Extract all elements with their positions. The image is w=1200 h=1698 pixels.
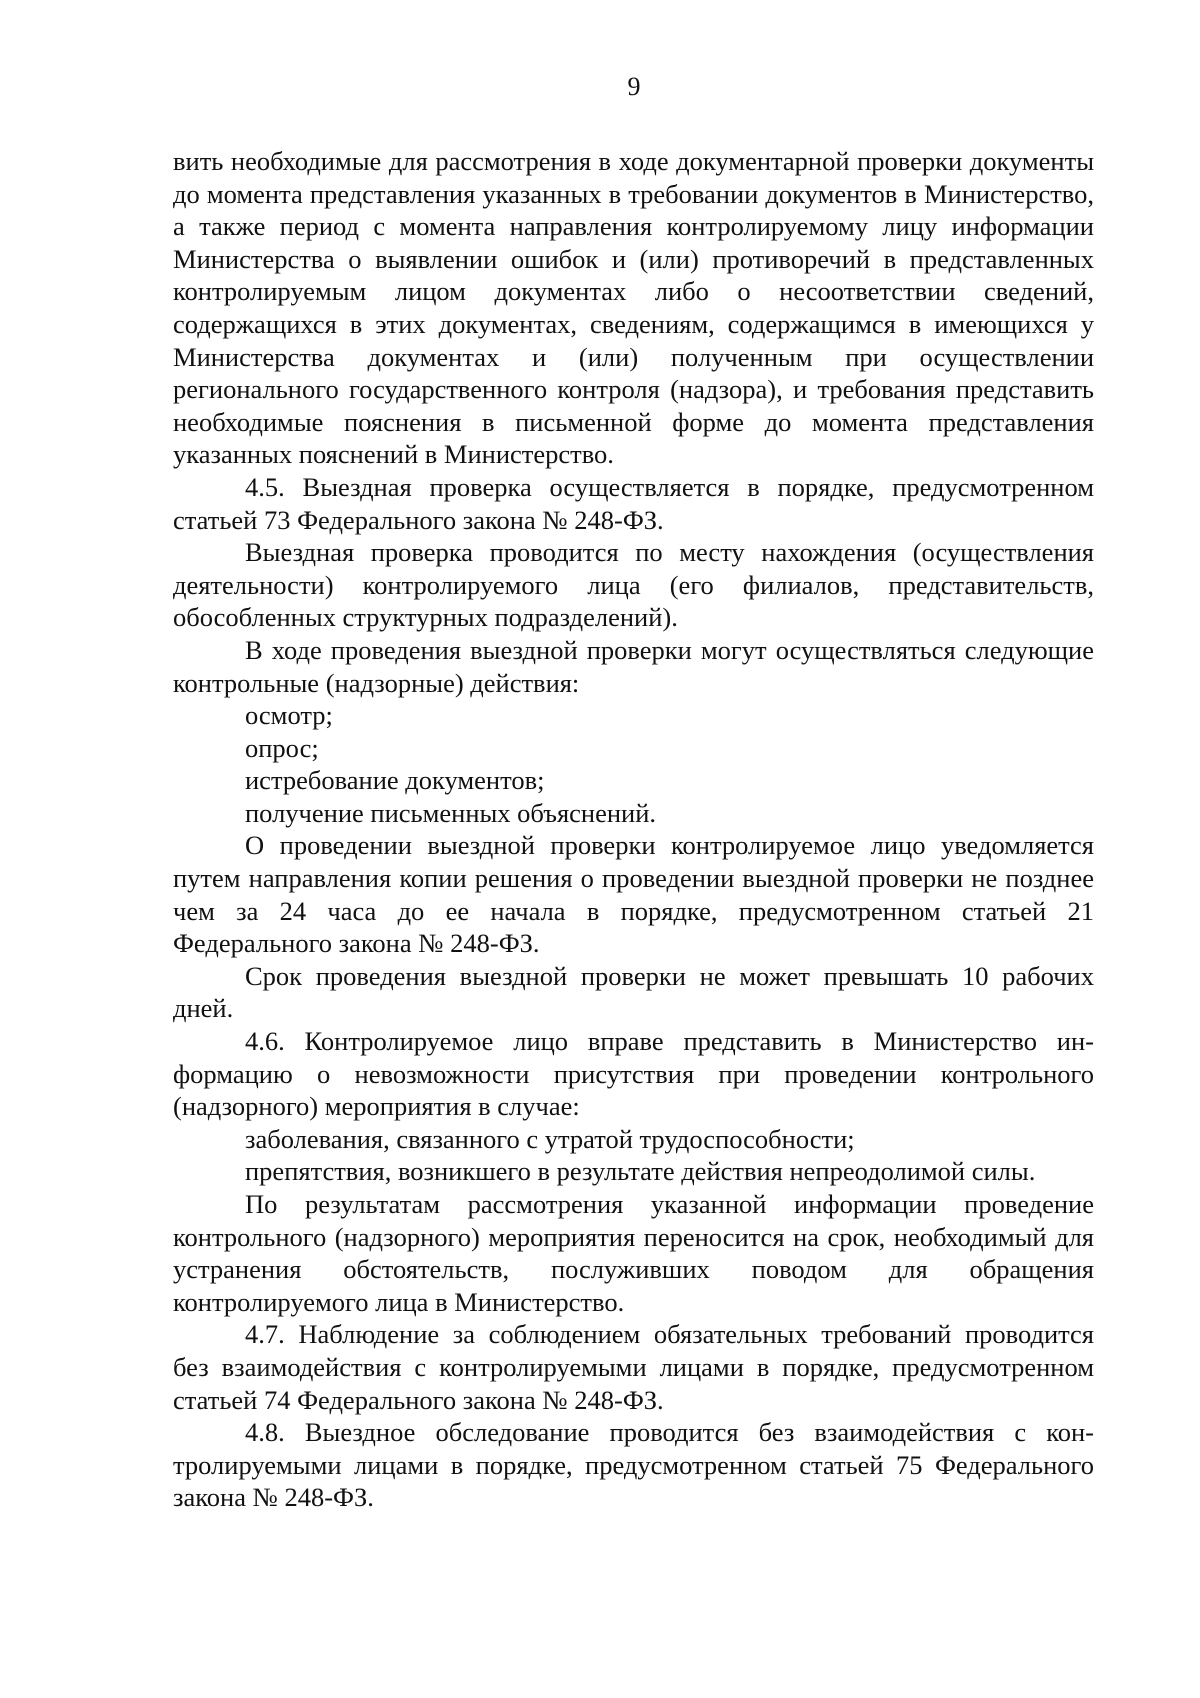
paragraph-notification: О проведении выездной проверки контролируемое лицо уведомляется путем направления копии решения о проведении выездной проверки не позднее чем за 24 часа до ее начала в порядке, предусмотренном статьей 21 Федерального закона № 248-ФЗ.	[173, 830, 1094, 959]
paragraph-control-actions-intro: В ходе проведения выездной проверки могут осуществляться следующие контрольные (надзорные) действия:	[173, 634, 1094, 698]
paragraph-on-site-location: Выездная проверка проводится по месту нахождения (осуществления деятельности) контролируемого лица (его филиалов, представительств, обособленных структурных подразделений).	[173, 537, 1094, 633]
paragraph-postponement: По результатам рассмотрения указанной информации проведение контрольного (надзорного) мероприятия переносится на срок, необходимый для устранения обстоятельств, послуживших поводом для обращения контролируемого лица в Министерство.	[173, 1189, 1094, 1317]
list-item-document-request: истребование документов;	[245, 765, 545, 796]
paragraph-4-8: 4.8. Выездное обследование проводится без взаимодействия с контролируемыми лицами в порядке, предусмотренном статьей 75 Федерального закона № 248-ФЗ.	[173, 1417, 1094, 1513]
list-item-illness: заболевания, связанного с утратой трудоспособности;	[245, 1123, 855, 1154]
paragraph-duration: Срок проведения выездной проверки не может превышать 10 рабочих дней.	[173, 960, 1094, 1024]
document-body	[173, 145, 1094, 1514]
list-item-survey: опрос;	[245, 732, 319, 763]
paragraph-4-6: 4.6. Контролируемое лицо вправе представить в Министерство информацию о невозможности присутствия при проведении контрольного (надзорного) мероприятия в случае:	[173, 1026, 1094, 1122]
page-number: 9	[627, 72, 641, 101]
paragraph-4-5: 4.5. Выездная проверка осуществляется в порядке, предусмотренном статьей 73 Федерального закона № 248-ФЗ.	[173, 471, 1094, 535]
list-item-force-majeure: препятствия, возникшего в результате действия непреодолимой силы.	[245, 1156, 1036, 1187]
list-item-inspection: осмотр;	[245, 700, 333, 731]
paragraph-continuation: вить необходимые для рассмотрения в ходе документарной проверки документы до момента представления указанных в требовании документов в Министерство, а также период с момента направления контролируемому лицу информации Министерства о выявлении ошибок и (или) противоречий в представленных контролируемым лицом документах либо о несоответствии сведений, содержащихся в этих документах, сведениям, содержащимся в имеющихся у Министерства документах и (или) полученным при осуществлении регионального государственного контроля (надзора), и требования представить необходимые пояснения в письменной форме до момента представления указанных пояснений в Министерство.	[173, 146, 1094, 470]
list-item-written-explanations: получение письменных объяснений.	[245, 797, 657, 828]
paragraph-4-7: 4.7. Наблюдение за соблюдением обязательных требований проводится без взаимодействия с контролируемыми лицами в порядке, предусмотренном статьей 74 Федерального закона № 248-ФЗ.	[173, 1319, 1094, 1415]
